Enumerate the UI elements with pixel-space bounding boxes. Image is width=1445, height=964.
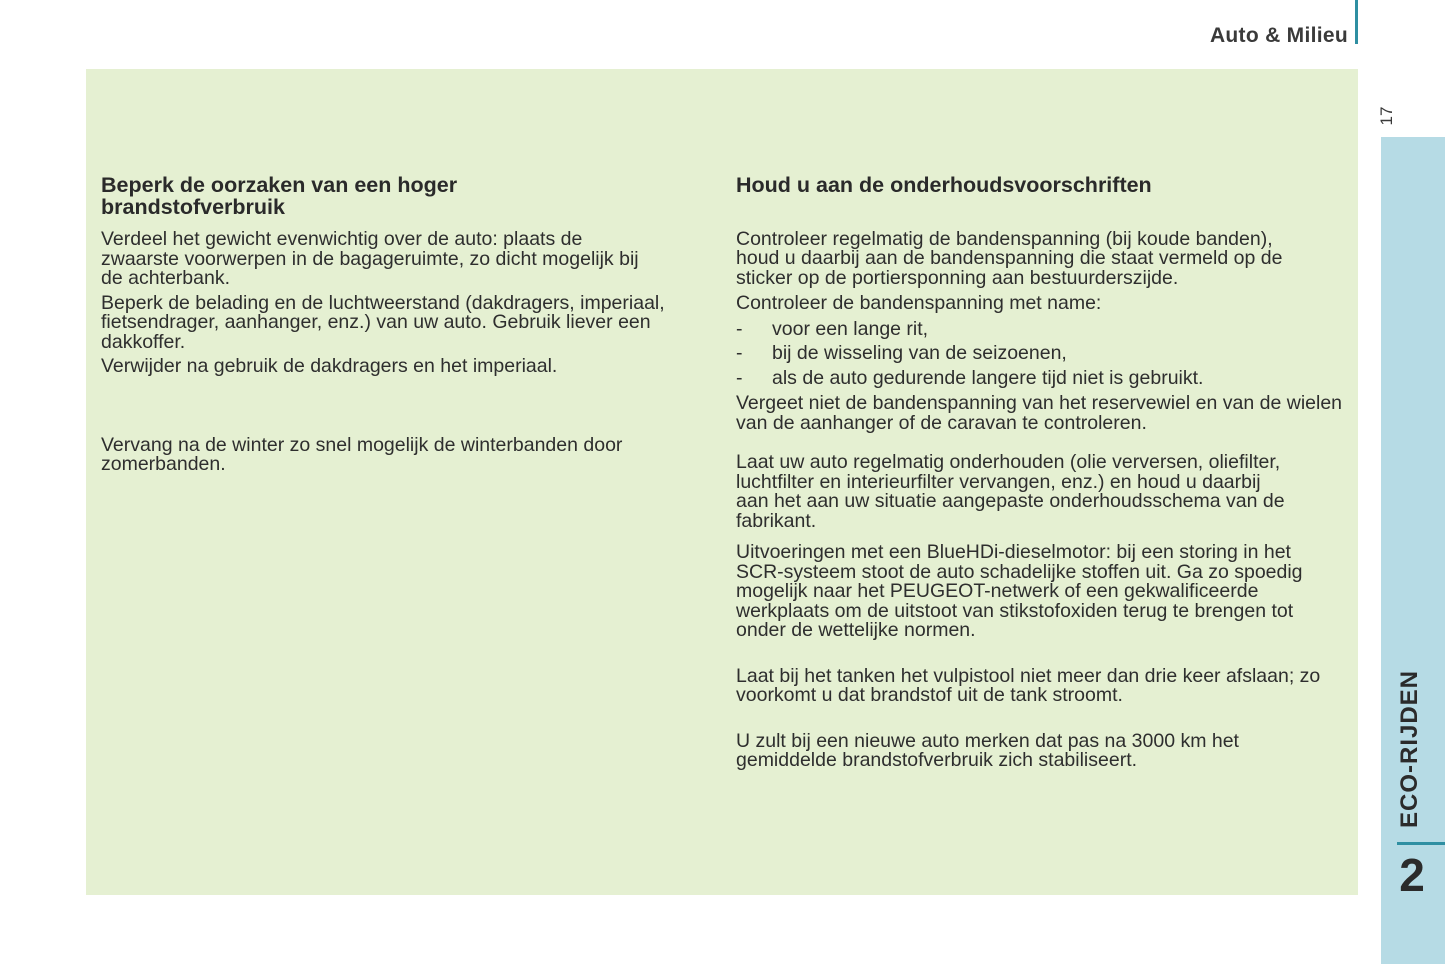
left-paragraph-tyres: Vervang na de winter zo snel mogelijk de winterbanden door zomerbanden. — [101, 433, 623, 475]
list-item — [736, 344, 1348, 364]
section-title: Auto & Milieu — [1209, 24, 1348, 47]
list-item-text: als de auto gedurende langere tijd niet is gebruikt. — [772, 366, 1204, 389]
left-heading: Beperk de oorzaken van een hoger brandstofverbruik — [101, 173, 458, 219]
list-item — [736, 366, 1348, 389]
header-accent-rule — [1355, 0, 1358, 44]
right-paragraph-spare: Vergeet niet de bandenspanning van het reservewiel en van de wielen van de aanhanger of de caravan te controleren. — [736, 392, 1343, 434]
chapter-number: 2 — [1399, 849, 1425, 901]
right-paragraph-new-car: U zult bij een nieuwe auto merken dat pas na 3000 km het gemiddelde brandstofverbruik zich stabiliseert. — [736, 729, 1239, 771]
right-paragraph-refuel: Laat bij het tanken het vulpistool niet meer dan drie keer afslaan; zo voorkomt u dat brandstof uit de tank stroomt. — [736, 664, 1321, 706]
bullet-marker: - — [736, 317, 743, 340]
right-paragraph-pressure: Controleer regelmatig de bandenspanning (bij koude banden), houd u daarbij aan de bandenspanning die staat vermeld op de sticker op de portiersponning aan bestuurderszijde. — [736, 227, 1283, 289]
list-item-text: bij de wisseling van de seizoenen, — [772, 342, 1067, 364]
right-paragraph-check-intro: Controleer de bandenspanning met name: — [736, 292, 1102, 314]
chapter-tab-label: ECO-RIJDEN — [1396, 669, 1423, 829]
chapter-tab-rule — [1397, 842, 1445, 845]
bullet-marker: - — [736, 366, 743, 389]
chapter-tab — [1381, 137, 1445, 964]
bullet-marker: - — [736, 342, 743, 364]
left-paragraph-roofrack: Verwijder na gebruik de dakdragers en het imperiaal. — [101, 355, 558, 377]
left-paragraph-weight: Verdeel het gewicht evenwichtig over de auto: plaats de zwaarste voorwerpen in de bagageruimte, zo dicht mogelijk bij de achterbank. — [101, 228, 639, 289]
right-paragraph-bluehdi: Uitvoeringen met een BlueHDi-dieselmotor: bij een storing in het SCR-systeem stoot de auto schadelijke stoffen uit. Ga zo spoedig mogelijk naar het PEUGEOT-netwerk of een gekwalificeerde werkplaats om de uitstoot van stikstofoxiden terug te brengen tot onder de wettelijke normen. — [736, 541, 1303, 641]
page-number: 17 — [1377, 106, 1396, 126]
list-item — [736, 317, 1348, 340]
left-column — [101, 175, 691, 475]
right-column — [736, 175, 1348, 771]
right-paragraph-maintenance: Laat uw auto regelmatig onderhouden (olie verversen, oliefilter, luchtfilter en interieurfilter vervangen, enz.) en houd u daarbij aan het aan uw situatie aangepaste onderhoudsschema van de fabrikant. — [736, 451, 1285, 532]
list-item-text: voor een lange rit, — [772, 317, 929, 340]
left-paragraph-load: Beperk de belading en de luchtweerstand (dakdragers, imperiaal, fietsendrager, aanhanger, enz.) van uw auto. Gebruik liever een dakkoffer. — [101, 291, 665, 353]
right-heading: Houd u aan de onderhoudsvoorschriften — [736, 173, 1152, 197]
